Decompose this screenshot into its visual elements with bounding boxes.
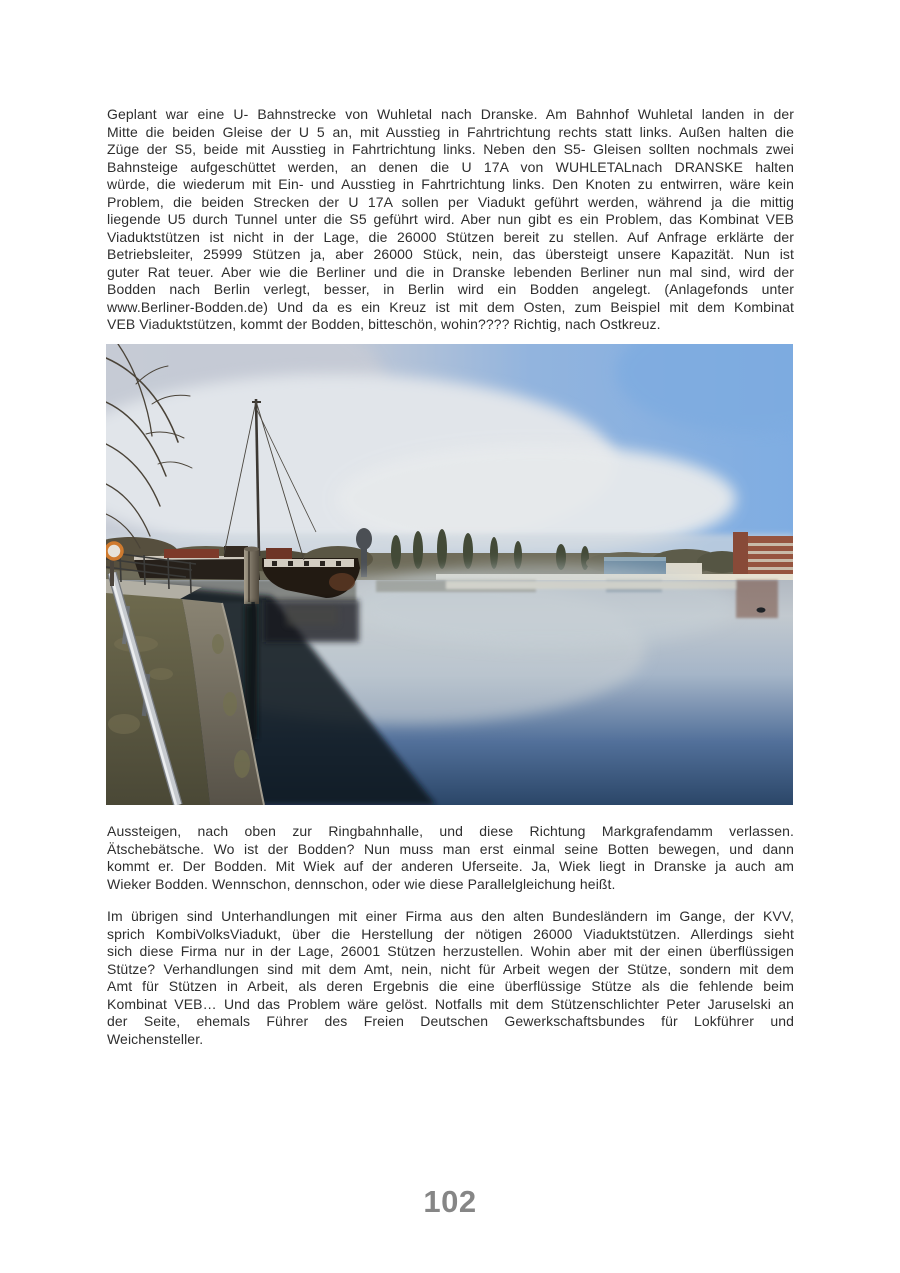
text-line: sich diese Firma nur in der Lage, 26001 Stützen herzustellen. Wohin aber mit der einen überflüssigen	[107, 943, 794, 959]
text-line: VEB Viaduktstützen, kommt der Bodden, bitteschön, wohin???? Richtig, nach Ostkreuz.	[107, 316, 661, 332]
text-line: sprich KombiVolksViadukt, über die Herstellung der nötigen 26000 Viaduktstützen. Allerdings sieht	[107, 925, 794, 942]
text-line: würde, die wiederum mit Ein- und Ausstieg in Fahrtrichtung links. Den Knoten zu entwirren, wäre kein	[107, 176, 794, 192]
text-line: Problem, die beiden Strecken der U 17A sollen per Viadukt geführt werden, während ja die mittig	[107, 193, 794, 210]
paragraph-1	[107, 106, 794, 334]
text-line: Bahnsteige aufgeschüttet werden, an denen die U 17A von WUHLETALnach DRANSKE halten	[107, 158, 794, 175]
text-line: der Seite, ehemals Führer des Freien Deutschen Gewerkschaftsbundes für Lokführer und	[107, 1013, 794, 1029]
text-line: kommt er. Der Bodden. Mit Wiek auf der anderen Uferseite. Ja, Wiek liegt in Dranske ja auch am	[107, 858, 794, 874]
white-building	[666, 563, 702, 575]
lakeside-harbor-photo	[106, 344, 793, 805]
text-line: Ätschebätsche. Wo ist der Bodden? Nun muss man erst einmal seine Botten bewegen, und dann	[107, 840, 794, 857]
text-line: Viaduktstützen ist nicht in der Lage, die 26000 Stützen bereit zu stellen. Auf Anfrage erklärte der	[107, 228, 794, 245]
paragraph-3	[107, 908, 794, 1048]
lakeside-harbor-photo-svg	[106, 344, 793, 805]
text-line: Wieker Bodden. Wennschon, dennschon, oder wie diese Parallelgleichung heißt.	[107, 875, 616, 892]
text-line: liegende U5 durch Tunnel unter die S5 geführt wird. Aber nun gibt es ein Problem, das Kombinat VEB	[107, 211, 794, 227]
text-line: www.Berliner-Bodden.de) Und da es ein Kreuz ist mit dem Osten, zum Beispiel mit dem Kombinat	[107, 298, 794, 315]
text-line: guter Rat teuer. Aber wie die Berliner und die in Dranske lebenden Berliner nun mal sind, wird der	[107, 263, 794, 280]
text-line: Im übrigen sind Unterhandlungen mit einer Firma aus den alten Bundesländern im Gange, der KVV,	[107, 908, 794, 924]
page-number: 102	[423, 1184, 477, 1219]
duck	[757, 607, 766, 612]
text-line: Aussteigen, nach oben zur Ringbahnhalle, und diese Richtung Markgrafendamm verlassen.	[107, 823, 794, 839]
text-line: Weichensteller.	[107, 1030, 204, 1047]
text-line: Amt für Stützen in Arbeit, als deren Ergebnis die eine überflüssige Stütze als die fehlende beim	[107, 978, 794, 994]
text-line: Bodden nach Berlin verlegt, besser, in Berlin wird ein Bodden angelegt. (Anlagefonds unter	[107, 281, 794, 297]
text-line: Züge der S5, beide mit Ausstieg in Fahrtrichtung links. Neben den S5- Gleisen sollten nochmals zwei	[107, 141, 794, 157]
text-line: Kombinat VEB… Und das Problem wäre gelöst. Notfalls mit dem Stützenschlichter Peter Jaruselski an	[107, 995, 794, 1012]
text-line: Betriebsleiter, 25999 Stützen ja, aber 26000 Stück, nein, das übersteigt unsere Kapazität. Nun ist	[107, 246, 794, 262]
paragraph-2	[107, 823, 794, 893]
wooden-mooring-post	[244, 547, 259, 605]
text-line: Geplant war eine U- Bahnstrecke von Wuhletal nach Dranske. Am Bahnhof Wuhletal landen in der	[107, 106, 794, 122]
text-line: Mitte die beiden Gleise der U 5 an, mit Ausstieg in Fahrtrichtung rechts statt links. Außen halten die	[107, 123, 794, 140]
red-apartment-building	[733, 532, 793, 578]
text-line: Stütze? Verhandlungen sind mit dem Amt, nein, nicht für Arbeit wegen der Stütze, sondern mit dem	[107, 960, 794, 977]
